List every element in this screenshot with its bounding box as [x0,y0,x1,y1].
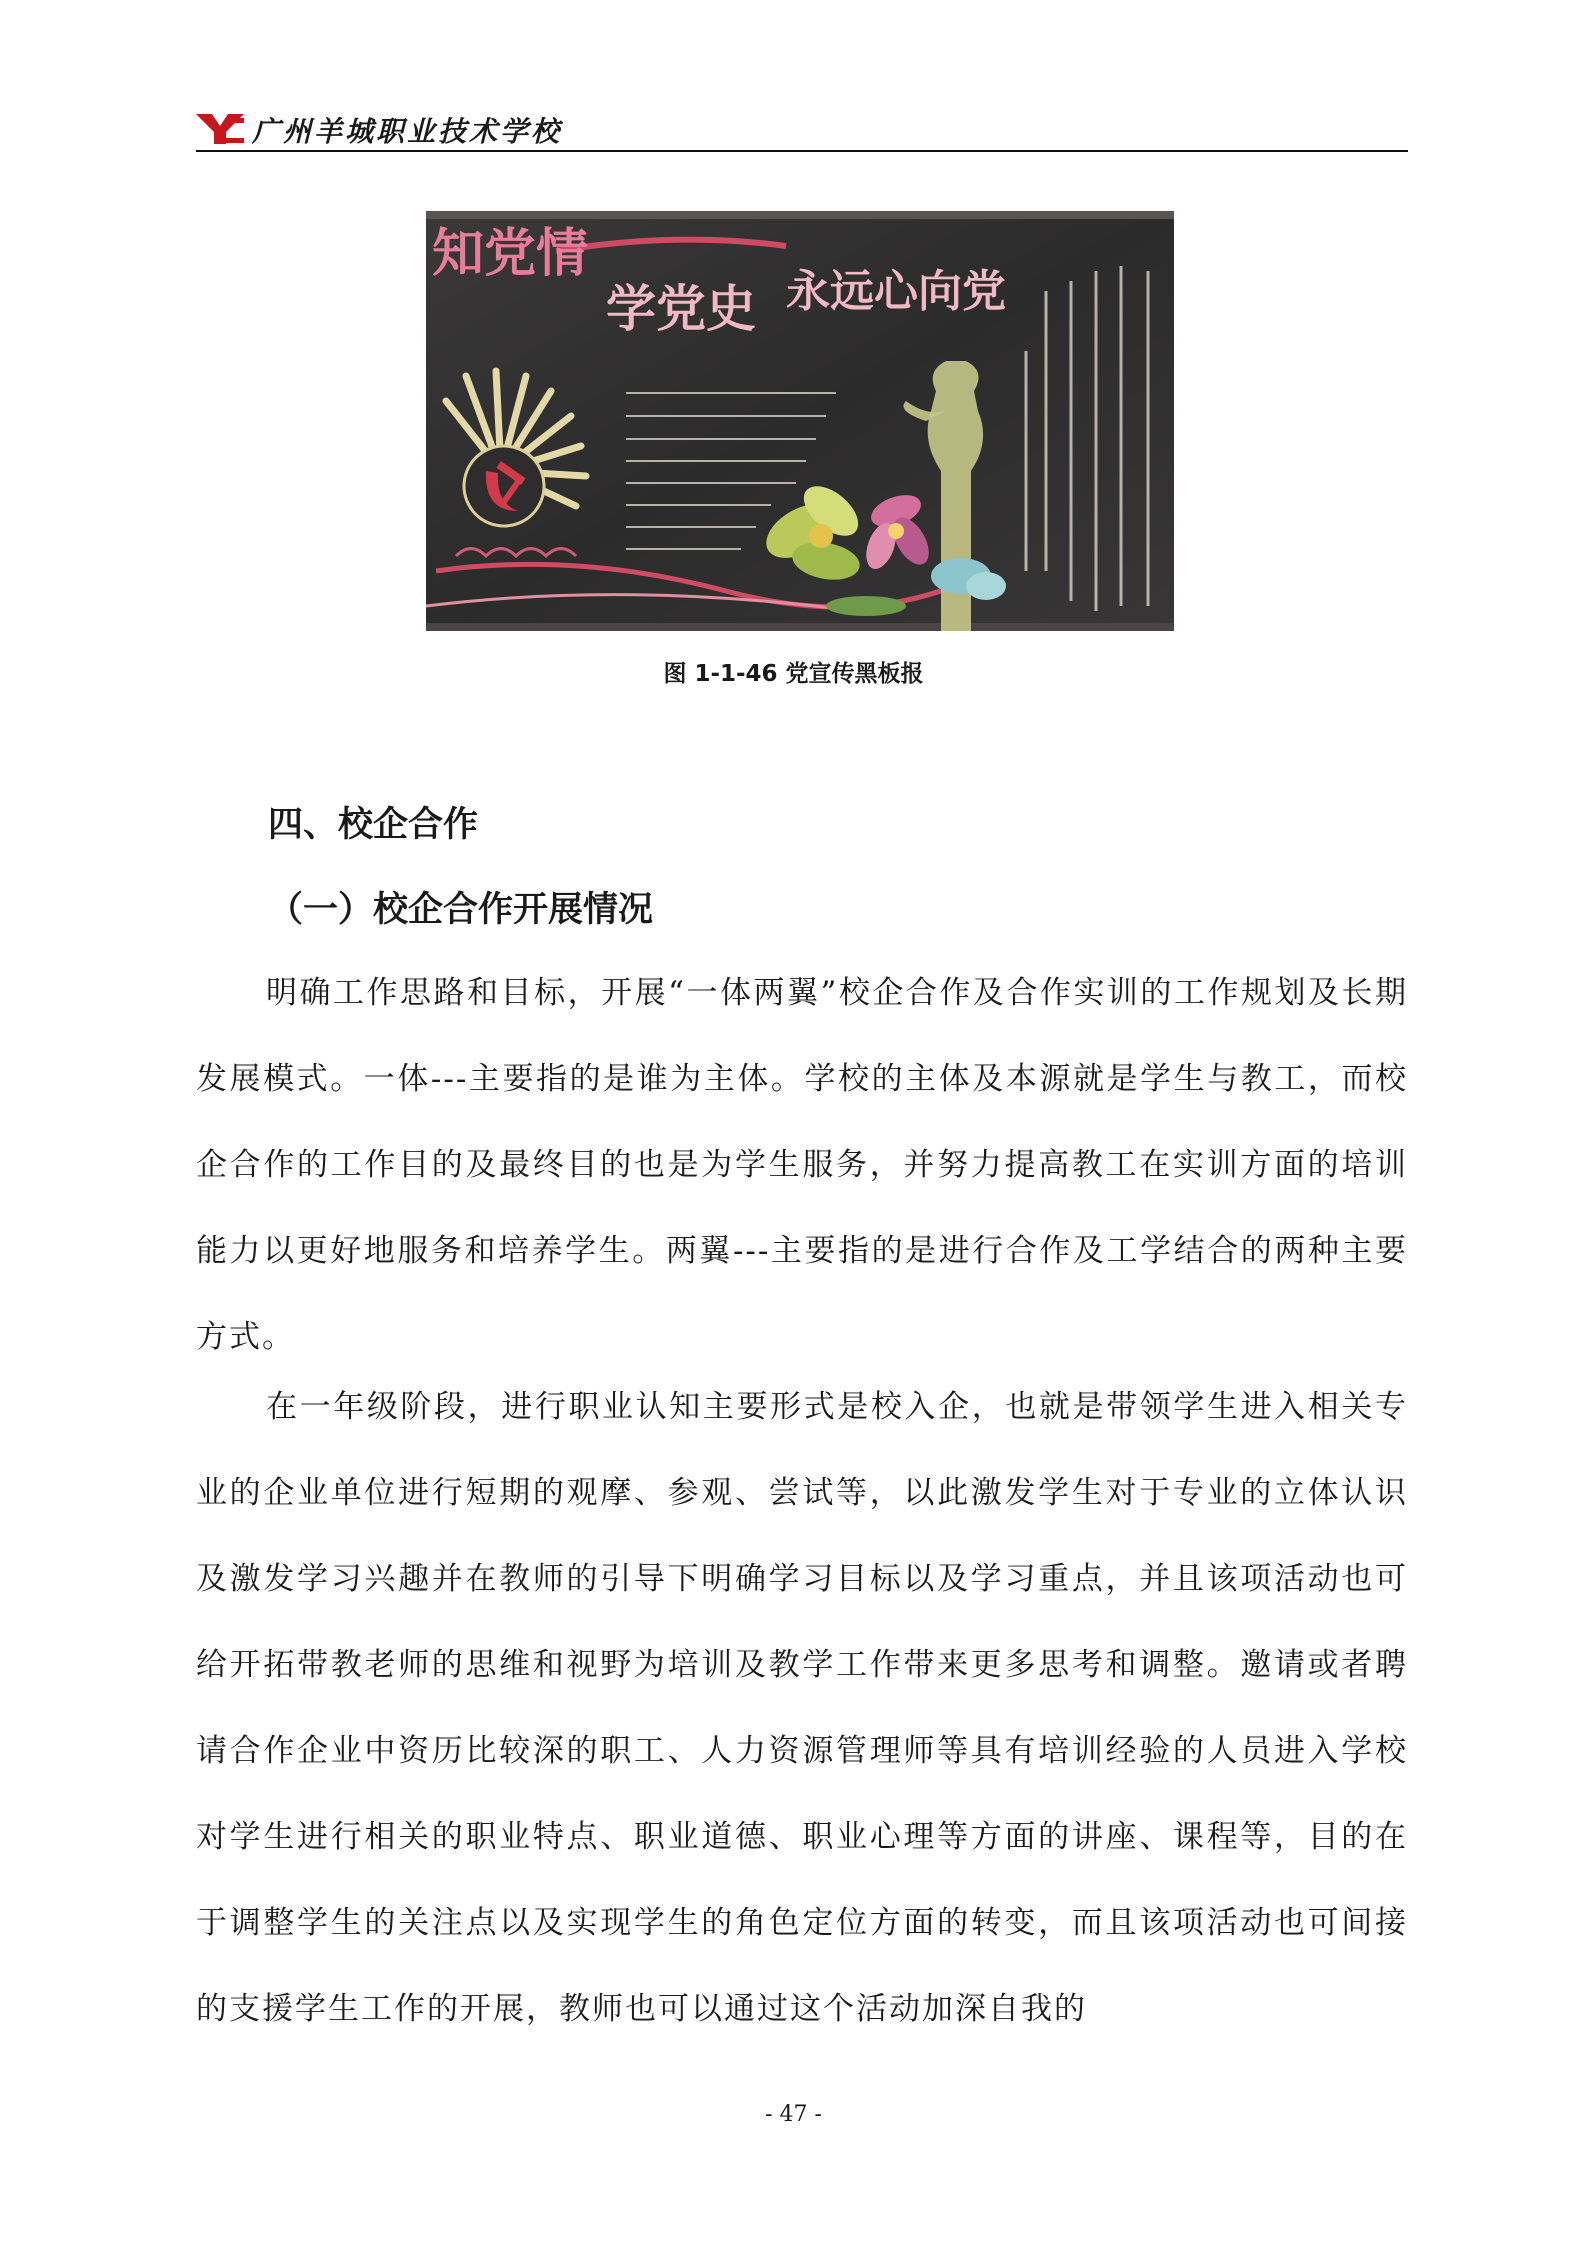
svg-text:YC: YC [196,112,198,113]
board-title-2: 学党史 [606,280,756,338]
section-heading: 四、校企合作 [268,805,479,845]
page-header [196,106,1408,154]
header-divider [196,150,1408,152]
blackboard-photo [426,211,1174,631]
section-subheading: （一）校企合作开展情况 [268,890,654,930]
paragraph-1: 明确工作思路和目标，开展“一体两翼”校企合作及合作实训的工作规划及长期发展模式。一体---主要指的是谁为主体。学校的主体及本源就是学生与教工，而校企合作的工作目的及最终目的也是为学生服务，并努力提高教工在实训方面的培训能力以更好地服务和培养学生。两翼---主要指的是进行合作及工学结合的两种主要方式。 [196,975,1408,1355]
school-name: 广州羊城职业技术学校 [252,115,563,148]
figure-caption: 图 1-1-46 党宣传黑板报 [663,661,924,687]
board-title-1: 知党情 [432,224,589,284]
board-title-3: 永远心向党 [786,266,1006,317]
page-number: - 47 - [765,2102,822,2127]
paragraph-2: 在一年级阶段，进行职业认知主要形式是校入企，也就是带领学生进入相关专业的企业单位进行短期的观摩、参观、尝试等，以此激发学生对于专业的立体认识及激发学习兴趣并在教师的引导下明确学习目标以及学习重点，并且该项活动也可给开拓带教老师的思维和视野为培训及教学工作带来更多思考和调整。邀请或者聘请合作企业中资历比较深的职工、人力资源管理师等具有培训经验的人员进入学校对学生进行相关的职业特点、职业道德、职业心理等方面的讲座、课程等，目的在于调整学生的关注点以及实现学生的角色定位方面的转变，而且该项活动也可间接的支援学生工作的开展，教师也可以通过这个活动加深自我的 [196,1389,1408,2027]
school-logo [196,112,246,146]
